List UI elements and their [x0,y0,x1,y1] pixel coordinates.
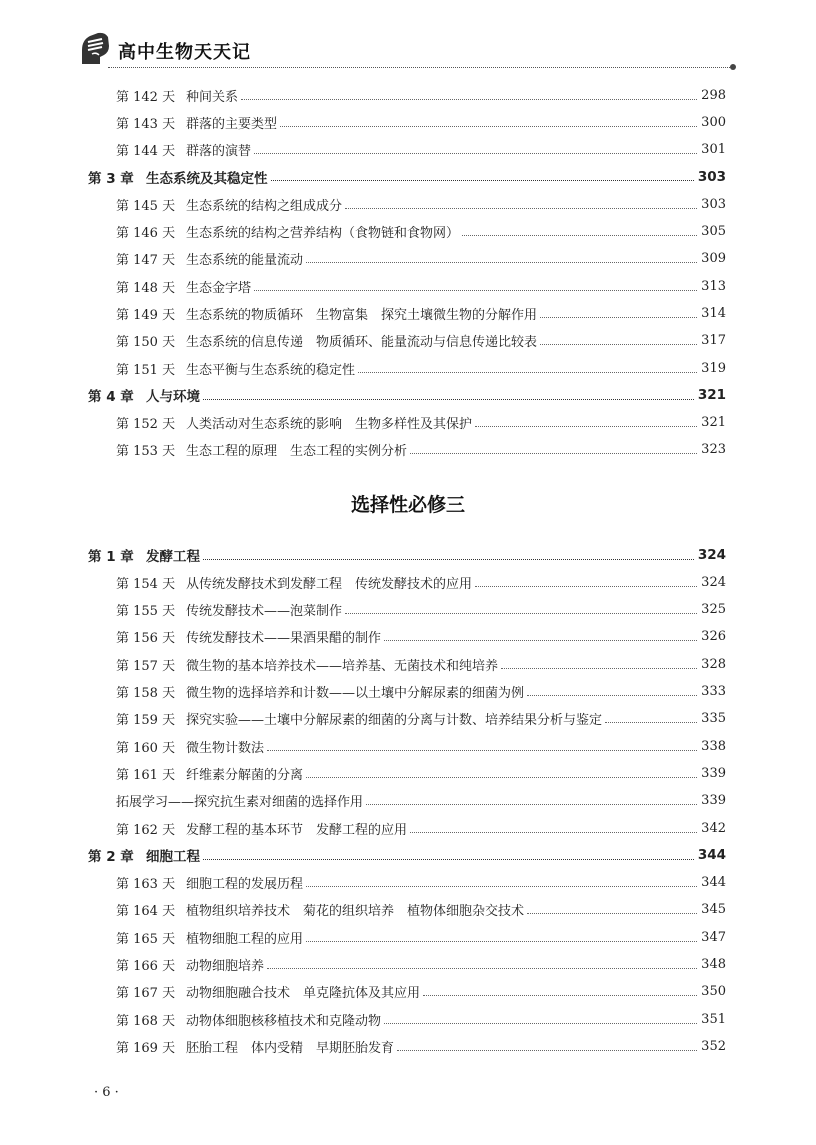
toc-entry-number: 第 150 天 [116,335,176,351]
dot-leader [241,99,697,100]
toc-entry-row[interactable] [0,1008,816,1030]
toc-entry-title: 动物细胞融合技术 单克隆抗体及其应用 [186,986,421,1002]
toc-entry-number: 第 158 天 [116,686,176,701]
toc-entry-number: 第 152 天 [116,417,176,433]
toc-page-number: 342 [701,820,726,836]
toc-entry-number: 第 169 天 [116,1040,176,1056]
toc-entry-row[interactable] [0,302,816,324]
toc-entry-number: 第 143 天 [116,116,176,132]
toc-entry-row[interactable] [0,439,816,461]
toc-entry-row[interactable] [0,790,816,812]
toc-entry-title: 微生物的基本培养技术——培养基、无菌技术和纯培养 [186,658,499,674]
toc-entry-row[interactable] [0,357,816,379]
dot-leader [280,126,697,127]
toc-chapter-row[interactable] [0,544,816,566]
toc-entry-row[interactable] [0,412,816,434]
toc-page-number: 298 [701,87,726,103]
toc-entry-row[interactable] [0,817,816,839]
toc-entry-number: 第 145 天 [116,198,176,214]
toc-entry-title: 传统发酵技术——果酒果醋的制作 [186,631,382,647]
toc-page-number: 351 [701,1011,726,1027]
toc-entry-title: 人与环境 [146,389,200,406]
toc-entry-title: 胚胎工程 体内受精 早期胚胎发育 [186,1040,395,1056]
toc-entry-number: 第 157 天 [116,658,176,674]
toc-entry-title: 生态金字塔 [186,280,252,296]
dot-leader [462,235,697,236]
toc-entry-row[interactable] [0,248,816,270]
toc-entry-title: 群落的演替 [186,144,252,160]
toc-entry-title: 生态系统的物质循环 生物富集 探究土壤微生物的分解作用 [186,307,538,323]
running-header [78,30,742,70]
dot-leader [306,777,697,778]
toc-page-number: 324 [697,547,726,563]
dot-leader [423,995,697,996]
toc-entry-row[interactable] [0,926,816,948]
toc-page-number: 338 [701,738,726,754]
toc-entry-title: 生态系统的能量流动 [186,253,304,269]
toc-entry-row[interactable] [0,681,816,703]
page-number: · 6 · [94,1085,119,1100]
toc-entry-number: 第 167 天 [116,986,176,1002]
toc-page-number: 345 [701,902,726,918]
toc-entry-title: 发酵工程 [146,549,200,565]
toc-entry-row[interactable] [0,872,816,894]
toc-page-number: 301 [701,142,726,158]
toc-entry-title: 动物细胞培养 [186,959,265,974]
dot-leader [306,262,697,263]
toc-entry-title: 微生物计数法 [186,740,265,756]
toc-page-number: 344 [697,847,726,864]
toc-page-number: 344 [701,875,726,891]
toc-entry-title: 人类活动对生态系统的影响 生物多样性及其保护 [186,417,473,433]
header-rule [108,67,732,68]
toc-entry-number: 第 164 天 [116,904,176,920]
dot-leader [384,640,697,641]
toc-entry-row[interactable] [0,899,816,921]
book-title: 高中生物天天记 [118,42,251,63]
toc-entry-number: 第 156 天 [116,631,176,647]
toc-page-number: 300 [701,114,726,130]
dot-leader [203,859,694,860]
dot-leader [410,832,697,833]
toc-entry-title: 种间关系 [186,89,239,105]
dot-leader [254,290,697,291]
toc-entry-number: 第 166 天 [116,959,176,974]
toc-chapter-row[interactable] [0,844,816,866]
toc-entry-number: 第 146 天 [116,226,176,241]
dot-leader [254,153,697,154]
toc-entry-number: 第 147 天 [116,253,176,269]
toc-entry-row[interactable] [0,981,816,1003]
book-logo-icon [78,30,112,66]
toc-page-number: 309 [701,251,726,267]
dot-leader [384,1023,697,1024]
toc-chapter-row[interactable] [0,166,816,188]
toc-entry-row[interactable] [0,762,816,784]
toc-entry-number: 第 144 天 [116,144,176,160]
toc-page-number: 325 [701,602,726,618]
toc-entry-title: 生态系统及其稳定性 [146,170,268,187]
toc-entry-row[interactable] [0,599,816,621]
toc-page-number: 324 [701,574,726,590]
dot-leader [410,453,697,454]
toc-entry-row[interactable] [0,84,816,106]
toc-entry-row[interactable] [0,330,816,352]
toc-entry-number: 第 142 天 [116,89,176,105]
toc-entry-title: 生态工程的原理 生态工程的实例分析 [186,444,408,460]
dot-leader [501,668,697,669]
toc-entry-number: 第 3 章 [88,170,134,187]
toc-entry-number: 第 149 天 [116,307,176,323]
toc-entry-title: 生态系统的结构之组成成分 [186,198,343,214]
toc-entry-row[interactable] [0,1035,816,1057]
toc-page-number: 328 [701,656,726,672]
toc-page-number: 305 [701,224,726,239]
toc-page-number: 319 [701,360,726,376]
dot-leader [540,344,697,345]
dot-leader [475,586,697,587]
toc-entry-row[interactable] [0,193,816,215]
toc-chapter-row[interactable] [0,384,816,406]
toc-entry-title: 生态系统的信息传递 物质循环、能量流动与信息传递比较表 [186,335,538,351]
toc-page-number: 323 [701,442,726,458]
toc-page-number: 313 [701,278,726,294]
toc-entry-number: 第 148 天 [116,280,176,296]
toc-entry-number: 第 1 章 [88,549,134,565]
toc-page-number: 326 [701,629,726,645]
header-rule-end-dot [730,64,736,70]
toc-page-number: 333 [701,684,726,699]
toc-entry-number: 第 162 天 [116,822,176,838]
dot-leader [540,317,697,318]
dot-leader [306,886,697,887]
toc-entry-title: 植物细胞工程的应用 [186,931,304,947]
toc-entry-number: 第 2 章 [88,849,134,866]
toc-entry-title: 探究实验——土壤中分解尿素的细菌的分离与计数、培养结果分析与鉴定 [186,713,603,729]
toc-entry-number: 第 154 天 [116,576,176,592]
toc-entry-number: 第 160 天 [116,740,176,756]
toc-page-number: 335 [701,711,726,727]
dot-leader [267,968,697,969]
toc-entry-row[interactable] [0,571,816,593]
dot-leader [605,722,697,723]
toc-entry-row[interactable] [0,111,816,133]
toc-page-number: 339 [701,793,726,809]
dot-leader [203,559,694,560]
toc-page-number: 303 [697,168,726,185]
dot-leader [306,941,697,942]
toc-entry-number: 第 4 章 [88,389,134,406]
toc-entry-title: 微生物的选择培养和计数——以土壤中分解尿素的细菌为例 [186,686,525,701]
dot-leader [527,695,697,696]
dot-leader [397,1050,697,1051]
dot-leader [358,372,697,373]
toc-entry-number: 第 165 天 [116,931,176,947]
toc-page-number: 347 [701,929,726,945]
toc-entry-row[interactable] [0,735,816,757]
toc-entry-row[interactable] [0,954,816,976]
toc-entry-title: 生态平衡与生态系统的稳定性 [186,362,356,378]
toc-entry-title: 传统发酵技术——泡菜制作 [186,604,343,620]
toc-entry-title: 细胞工程 [146,849,200,866]
dot-leader [366,804,697,805]
dot-leader [345,208,697,209]
toc-entry-number: 第 159 天 [116,713,176,729]
toc-page-number: 321 [697,387,726,404]
toc-page-number: 321 [701,415,726,431]
toc-entry-number: 第 168 天 [116,1013,176,1029]
toc-entry-number: 第 151 天 [116,362,176,378]
toc-entry-title: 细胞工程的发展历程 [186,877,304,893]
toc-entry-row[interactable] [0,139,816,161]
toc-entry-title: 从传统发酵技术到发酵工程 传统发酵技术的应用 [186,576,473,592]
toc-entry-title: 生态系统的结构之营养结构（食物链和食物网） [186,226,460,241]
toc-page-number: 314 [701,305,726,321]
toc-entry-number: 第 163 天 [116,877,176,893]
toc-entry-title: 动物体细胞核移植技术和克隆动物 [186,1013,382,1029]
toc-page-number: 352 [701,1038,726,1054]
toc-page-number: 348 [701,957,726,972]
toc-page-number: 317 [701,333,726,349]
dot-leader [203,399,694,400]
section-title: 选择性必修三 [350,494,465,516]
toc-page-number: 339 [701,765,726,781]
toc-entry-row[interactable] [0,708,816,730]
toc-entry-title: 纤维素分解菌的分离 [186,767,304,783]
toc-entry-title: 群落的主要类型 [186,116,278,132]
toc-entry-row[interactable] [0,221,816,243]
toc-entry-title: 植物组织培养技术 菊花的组织培养 植物体细胞杂交技术 [186,904,525,920]
dot-leader [527,913,697,914]
dot-leader [345,613,697,614]
toc-entry-title: 拓展学习——探究抗生素对细菌的选择作用 [116,795,364,811]
toc-entry-number: 第 155 天 [116,604,176,620]
dot-leader [271,180,694,181]
dot-leader [475,426,697,427]
toc-entry-title: 发酵工程的基本环节 发酵工程的应用 [186,822,408,838]
toc-entry-number: 第 161 天 [116,767,176,783]
toc-entry-row[interactable] [0,275,816,297]
toc-page-number: 350 [701,984,726,1000]
toc-entry-number: 第 153 天 [116,444,176,460]
toc-page-number: 303 [701,196,726,212]
toc-entry-row[interactable] [0,653,816,675]
toc-entry-row[interactable] [0,626,816,648]
dot-leader [267,750,697,751]
